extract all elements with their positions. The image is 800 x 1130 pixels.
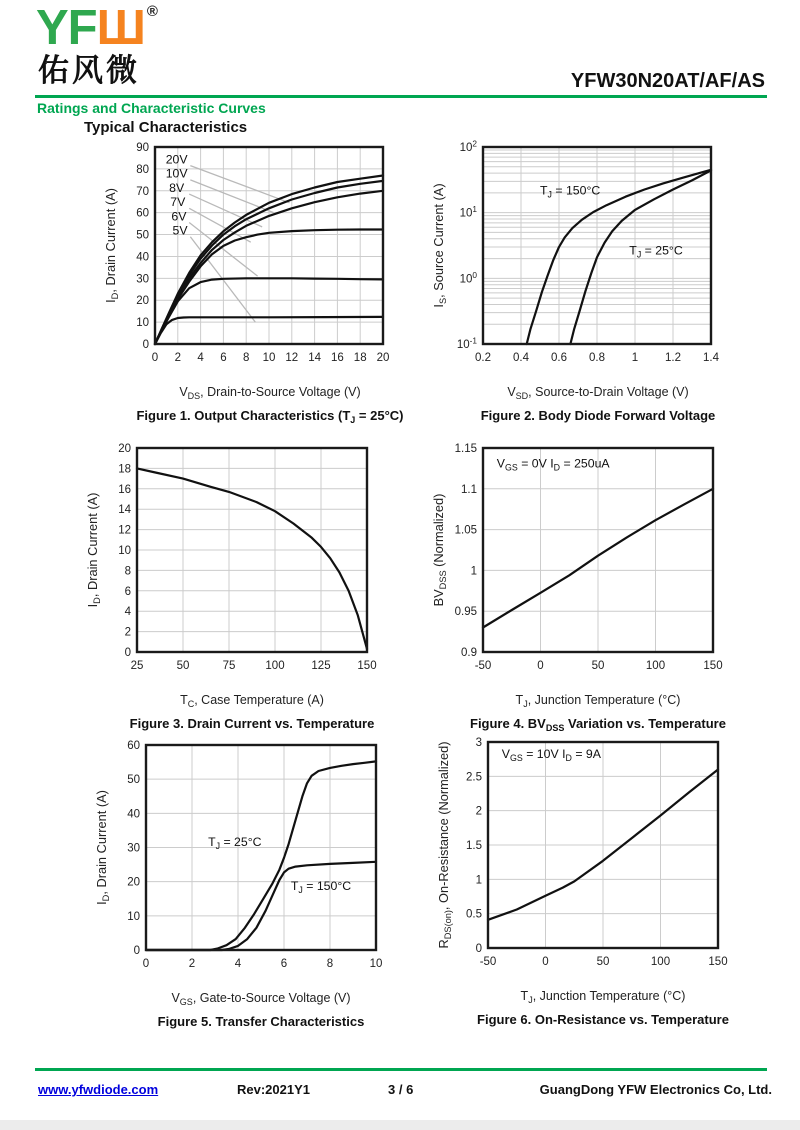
fig3-grid [137,448,367,652]
fig5-curve-tj-25c [146,761,376,950]
fig3-curve-drain-current-derating [137,468,367,649]
figure-3 [82,438,379,732]
fig1-y-tick: 90 [136,142,149,154]
fig6-x-tick: 150 [708,956,728,968]
fig2-y-tick: $10^{-1}$ [456,336,477,351]
fig1-y-tick: 0 [142,339,149,351]
figure-4 [428,438,725,737]
fig2-x-tick: 0.8 [589,352,605,364]
fig2-y-axis-label: $I_S$, Source Current (A) [431,183,448,308]
fig6-svg [433,732,730,978]
figure-5-x-axis-label: $V_{GS}$, Gate-to-Source Voltage (V) [171,991,351,1007]
figure-1-chart [100,137,397,379]
fig3-y-tick: 2 [124,626,131,639]
fig5-annotation: $T_J = 25^\circ C$ [208,834,262,851]
fig5-y-axis-label: $I_D$, Drain Current (A) [94,790,111,905]
fig1-y-tick: 70 [136,185,149,198]
fig3-y-tick: 18 [118,463,131,476]
fig4-y-tick: 1.15 [454,443,477,455]
fig5-svg [91,735,388,980]
fig1-annotation: 10V [165,166,188,181]
fig2-x-tick: 0.4 [513,352,529,364]
fig1-leader-line [190,166,289,203]
fig3-x-tick: 100 [265,660,285,672]
page-number: 3 / 6 [388,1082,414,1097]
fig6-x-tick: 50 [596,956,610,968]
company-name: GuangDong YFW Electronics Co, Ltd. [539,1082,772,1097]
figure-3-x-axis-label: $T_C$, Case Temperature (A) [180,693,324,709]
figure-5-chart [91,735,388,985]
fig1-x-tick: 6 [220,352,227,364]
subsection-title: Typical Characteristics [84,119,248,136]
fig6-y-tick: 0 [475,943,482,955]
fig2-x-tick: 1.4 [703,352,719,364]
fig5-x-tick: 2 [188,958,196,970]
fig5-y-tick: 0 [133,945,140,957]
fig2-x-tick: 0.2 [475,352,491,364]
fig4-x-tick: 0 [537,660,544,672]
figure-4-caption: Figure 4. $BV_{DSS}$ Variation vs. Temperature [470,716,726,733]
fig6-y-tick: 3 [475,737,482,749]
registered-trademark-icon: ® [146,3,157,20]
figure-3-caption: Figure 3. Drain Current vs. Temperature [129,716,375,731]
fig1-y-tick: 40 [136,251,149,264]
figure-1-x-axis-label: $V_{DS}$, Drain-to-Source Voltage (V) [179,385,361,401]
fig2-y-tick: $10^0$ [459,270,477,286]
fig1-annotation: 7V [170,195,186,210]
fig3-x-tick: 125 [311,660,331,672]
fig6-x-tick: -50 [479,956,497,968]
fig5-y-tick: 30 [127,842,140,855]
revision-label: Rev:2021Y1 [237,1082,310,1097]
fig1-x-tick: 2 [174,352,182,364]
fig3-y-tick: 14 [118,504,131,517]
figure-2-x-axis-label: $V_{SD}$, Source-to-Drain Voltage (V) [507,385,689,401]
fig1-y-tick: 60 [136,207,149,220]
fig3-y-tick: 0 [124,647,131,659]
fig3-x-tick: 75 [222,660,236,672]
footer [0,1082,800,1102]
fig3-y-tick: 12 [118,524,131,537]
figure-5-caption: Figure 5. Transfer Characteristics [157,1014,365,1029]
fig4-x-tick: 100 [645,660,666,672]
fig5-y-tick: 10 [127,910,140,923]
fig3-y-tick: 10 [118,545,131,557]
logo-chinese-name: 佑风微 [38,53,140,88]
fig5-annotation: $T_J = 150^\circ C$ [290,879,352,896]
fig2-y-tick: $10^2$ [459,139,477,154]
fig4-y-tick: 1 [470,565,477,578]
fig1-x-tick: 0 [151,352,159,364]
fig2-annotation: $T_J = 150^\circ C$ [540,183,601,200]
figure-2 [428,137,725,424]
fig3-svg [82,438,379,682]
header-divider [35,95,767,98]
fig2-x-tick: 0.6 [551,352,567,364]
fig2-svg [428,137,723,374]
fig4-grid [483,448,713,652]
fig6-annotation: $V_{GS} = 10V$ $I_D = 9A$ [501,746,601,763]
fig1-y-tick: 80 [136,163,149,176]
fig1-x-tick: 4 [197,352,204,364]
website-link[interactable]: www.yfwdiode.com [38,1082,159,1097]
fig1-annotation: 5V [172,223,188,238]
fig5-x-tick: 0 [142,958,150,970]
figure-5 [91,735,388,1030]
fig1-y-tick: 20 [136,295,149,308]
fig4-y-tick: 1.05 [454,524,477,537]
fig4-x-tick: 150 [703,660,723,672]
figure-6 [433,732,730,1028]
fig1-y-tick: 50 [136,229,149,242]
fig6-y-tick: 1.5 [466,840,482,852]
fig6-y-tick: 1 [475,874,482,887]
figure-2-caption: Figure 2. Body Diode Forward Voltage [480,408,716,423]
fig6-y-tick: 0.5 [466,908,482,921]
fig4-svg [428,438,725,682]
fig6-y-tick: 2.5 [466,771,482,784]
figure-4-x-axis-label: $T_J$, Junction Temperature (°C) [515,693,681,709]
fig4-annotation: $V_{GS} = 0V$ $I_D = 250uA$ [496,456,610,473]
figure-3-chart [82,438,379,687]
fig4-x-tick: -50 [474,660,492,672]
page-bottom-edge [0,1120,800,1130]
fig2-x-tick: 1.2 [665,352,681,364]
fig5-y-tick: 50 [127,774,140,787]
fig1-grid [155,147,383,344]
section-title: Ratings and Characteristic Curves [37,100,266,116]
figure-4-chart [428,438,725,687]
fig1-y-axis-label: $I_D$, Drain Current (A) [103,188,120,303]
fig1-x-tick: 8 [242,352,250,364]
fig5-x-tick: 4 [234,958,242,970]
fig3-y-tick: 20 [118,443,131,455]
fig4-y-tick: 1.1 [461,483,477,496]
logo-text-w: Ш [96,1,145,55]
fig1-y-tick: 30 [136,273,149,286]
fig5-curve-tj-150c [146,862,376,950]
fig5-y-tick: 40 [127,808,140,821]
fig6-x-tick: 100 [650,956,671,968]
fig3-x-tick: 50 [176,660,190,672]
fig1-annotation: 6V [171,209,187,224]
figure-6-chart [433,732,730,983]
fig5-x-tick: 8 [326,958,334,970]
fig5-x-tick: 6 [280,958,288,970]
fig3-x-tick: 25 [130,660,144,672]
fig3-x-tick: 150 [357,660,377,672]
fig2-annotation: $T_J = 25^\circ C$ [629,243,683,260]
fig2-y-tick: $10^1$ [459,205,477,220]
fig5-y-tick: 20 [127,876,140,889]
fig6-grid [488,742,718,948]
logo [36,1,157,88]
figure-6-x-axis-label: $T_J$, Junction Temperature (°C) [520,989,686,1005]
fig2-x-tick: 1 [631,352,639,364]
figure-6-caption: Figure 6. On-Resistance vs. Temperature [477,1012,729,1027]
part-number: YFW30N20AT/AF/AS [570,70,765,92]
fig1-x-tick: 18 [353,352,367,364]
fig3-y-axis-label: $I_D$, Drain Current (A) [85,492,102,608]
figure-1 [100,137,404,429]
footer-divider [35,1068,767,1071]
fig1-annotation: 8V [169,180,185,195]
fig4-y-axis-label: $BV_{DSS}$ (Normalized) [431,493,448,607]
logo-text-yf: YF [36,1,97,55]
fig1-x-tick: 20 [376,352,390,364]
fig5-x-tick: 10 [369,958,383,970]
fig6-x-tick: 0 [542,956,549,968]
fig1-y-tick: 10 [136,317,149,330]
figure-1-caption: Figure 1. Output Characteristics $(T_J = 25^\circ C)$ [136,408,404,425]
fig6-y-tick: 2 [475,805,482,818]
fig1-svg [100,137,395,374]
fig3-y-tick: 16 [118,483,131,496]
logo-wordmark [36,1,157,55]
fig1-annotation: 20V [165,152,188,167]
fig3-y-tick: 4 [124,606,131,619]
fig5-y-tick: 60 [127,740,140,752]
fig4-x-tick: 50 [591,660,605,672]
fig4-y-tick: 0.9 [461,647,477,659]
fig1-x-tick: 16 [331,352,344,364]
fig3-y-tick: 6 [124,585,131,598]
fig3-y-tick: 8 [124,565,131,578]
fig1-x-tick: 14 [308,352,321,364]
fig6-y-axis-label: $R_{DS(on)}$, On-Resistance (Normalized) [436,741,453,949]
fig1-x-tick: 12 [285,352,299,364]
figure-2-chart [428,137,725,379]
fig1-x-tick: 10 [262,352,276,364]
fig4-y-tick: 0.95 [454,606,477,619]
